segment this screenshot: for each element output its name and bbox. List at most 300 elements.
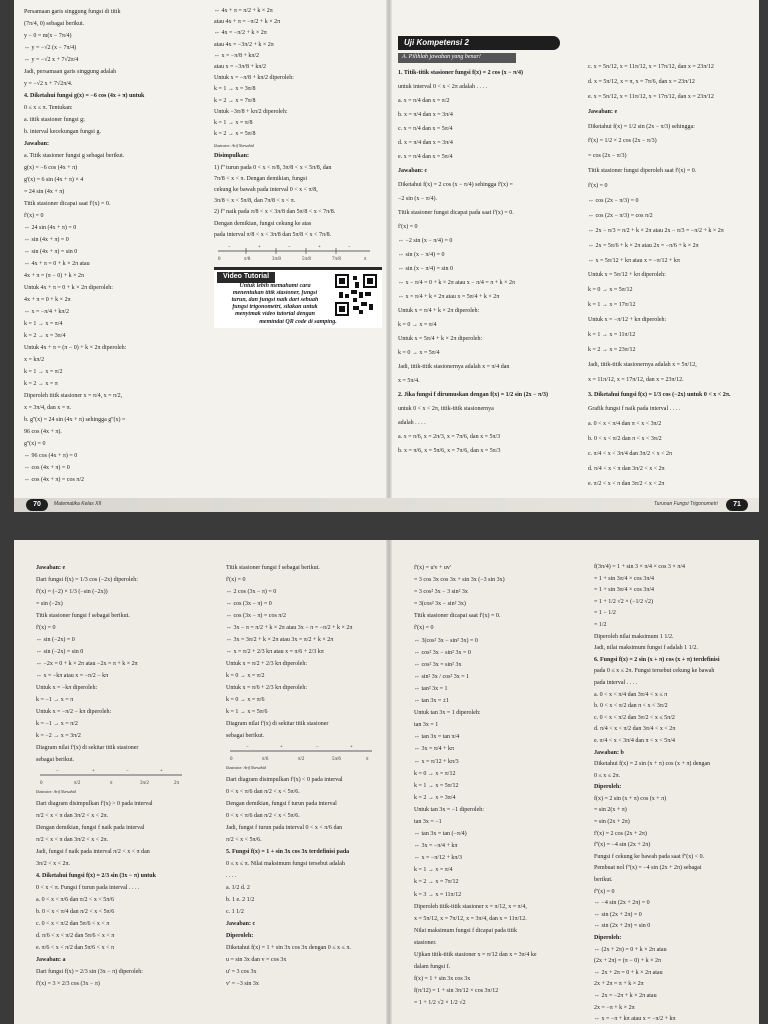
text-line: (2x + 2π) = (π − 0) + k × 2π	[594, 958, 661, 965]
text-line: d. π/6 < x < π/2 dan 5π/6 < x < π	[36, 933, 115, 939]
text-line: k = 0 → x = π/12	[414, 770, 456, 777]
text-line: b. interval kecekungan fungsi g.	[24, 129, 101, 135]
text-line: tan 3x = 1	[414, 722, 439, 729]
text-line: menentukan titik stasioner, fungsi	[232, 289, 318, 296]
svg-text:π/8: π/8	[244, 256, 251, 262]
text-line: k = −1 → x = π	[36, 697, 74, 703]
text-line: (7π/4, 0) sebagai berikut.	[24, 21, 85, 27]
text-line: ⇔ sin (4x + π) = sin 0	[24, 249, 78, 255]
text-line: ⇔ (2x + 2π) = 0 + k × 2π atau	[594, 946, 667, 953]
text-line: ⇔ 2x + 2π = 0 + k × 2π atau	[594, 969, 663, 976]
text-line: g'(x) = 6 sin (4x + π) × 4	[24, 177, 84, 183]
text-line: d. π/4 < x < π/2 dan 3π/4 < x < 2π	[594, 726, 676, 733]
svg-text:−: −	[348, 244, 351, 250]
text-line: Jawaban:	[24, 141, 50, 147]
text-line: Untuk x = 5π/12 + kπ diperoleh:	[588, 272, 666, 279]
text-line: 96 cos (4x + π).	[24, 429, 62, 435]
text-line: Untuk x = π/2 + 2/3 kπ diperoleh:	[226, 661, 307, 667]
top-right-column-1	[398, 6, 580, 458]
text-line: y − 0 = m(x − 7π/4)	[24, 33, 72, 39]
text-line: Untuk tan 3x = 1 diperoleh:	[414, 710, 481, 717]
text-line: k = 2 → x = 23π/12	[588, 346, 636, 353]
svg-text:π: π	[366, 757, 369, 762]
text-line: ⇔ cos (2x − π/3) = 0	[588, 198, 639, 205]
svg-text:3π/8: 3π/8	[272, 256, 281, 262]
text-line: f'(x) = 0	[398, 223, 418, 230]
video-tutorial-title: Video Tutorial	[217, 272, 275, 283]
concavity-diagram	[214, 241, 374, 263]
text-line: = 1 + 1/2 √2 × 1/2 √2	[414, 1000, 466, 1007]
text-line: k = 2 → x = 7π/8	[214, 97, 256, 104]
text-line: k = 0 → x = π/4	[398, 321, 437, 328]
text-line: menyimak video tutorial dengan	[235, 311, 315, 318]
text-line: Untuk x = π/4 + k × 2π diperoleh:	[398, 307, 480, 314]
text-line: = 1/2	[594, 621, 607, 628]
text-line: x = 5π/12, x = 7π/12, x = 3π/4, dan x = 11π/12.	[414, 915, 527, 922]
text-line: 2) f'' naik pada π/8 < x < 3π/8 dan 5π/8 < x < 7π/8.	[214, 209, 336, 216]
text-line: Ujikan titik-titik stasioner x = π/12 dan x = 3π/4 ke	[414, 952, 537, 958]
text-line: f'(x) = 0	[24, 213, 44, 219]
text-line: 0 < x < π. Fungsi f turun pada interval . . . .	[36, 885, 140, 891]
derivative-sign-diagram-2	[226, 742, 376, 762]
text-line: k = 1 → x = 5π/12	[414, 782, 459, 789]
text-line: Titik stasioner fungsi diperoleh saat f'(x) = 0.	[588, 168, 697, 175]
text-line: 3. Diketahui fungsi f(x) = 1/3 cos (−2x) untuk 0 < x < 2π.	[588, 391, 731, 398]
text-line: ⇔ 3x = 3π/2 + k × 2π atau 3x = π/2 + k × 2π	[226, 637, 334, 643]
svg-text:+: +	[92, 769, 95, 774]
text-line: Untuk 4x + π = 0 + k × 2π diperoleh:	[24, 285, 113, 291]
text-line: ⇔ 24 sin (4x + π) = 0	[24, 225, 77, 231]
text-line: 3π/8 < x < 5π/8, dan 7π/8 < x < π.	[214, 198, 296, 205]
text-line: ⇔ x = −kπ atau x = −π/2 − kπ	[36, 673, 109, 679]
bottom-col2-text-a	[226, 562, 382, 742]
text-line: ⇔ tan 3x = tan (−π/4)	[414, 831, 467, 838]
text-line: Persamaan garis singgung fungsi di titik	[24, 9, 121, 15]
text-line: Ilustrator: Arif Nursahid	[226, 765, 266, 770]
text-line: Jawaban: c	[226, 921, 256, 927]
text-line: 1. Titik-titik stasioner fungsi f(x) = 2 cos (x − π/4)	[398, 69, 523, 76]
text-line: = 3 cos 3x cos 3x + sin 3x (−3 sin 3x)	[414, 577, 505, 584]
text-line: 0 ≤ x ≤ π. Nilai maksimum fungsi tersebut adalah	[226, 861, 345, 867]
text-line: k = 1 → x = 17π/12	[588, 302, 636, 309]
text-line: Diagram nilai f'(x) di sekitar titik stasioner	[36, 745, 139, 751]
text-line: Dengan demikian, fungsi f turun pada interval	[226, 801, 337, 807]
text-line: b. 1 e. 2 1/2	[226, 897, 255, 903]
text-line: Dari diagram disimpulkan f'(x) > 0 pada interval	[36, 801, 153, 807]
text-line: ⇔ 4x + π = 0 + k × 2π atau	[24, 261, 90, 267]
top-footer	[14, 498, 759, 512]
text-line: x = 5π/4.	[398, 377, 420, 384]
text-line: f(3π/4) = 1 + sin 3 × π/4 × cos 3 × π/4	[594, 564, 686, 570]
text-line: Pembuat nol f''(x) = −4 sin (2x + 2π) sebagai	[594, 865, 702, 872]
text-line: k = 2 → x = 7π/12	[414, 879, 459, 886]
text-line: 4. Diketahui fungsi f(x) = 2/3 sin (3x − π) untuk	[36, 873, 156, 879]
top-left-column-1	[24, 6, 206, 486]
text-line: k = 3 → x = 11π/12	[414, 891, 462, 898]
text-line: Diketahui f(x) = 2 sin (x + π) cos (x + π) dengan	[594, 761, 711, 768]
text-line: 0 ≤ x ≤ 2π.	[594, 772, 621, 779]
text-line: = 1 + sin 3π/4 × cos 3π/4	[594, 587, 655, 594]
text-line: ⇔ x = π/12 + kπ/3	[414, 758, 459, 765]
text-line: ⇔ sin (x − π/4) = sin 0	[398, 265, 453, 272]
text-line: Dari fungsi f(x) = 2/3 sin (3x − π) diperoleh:	[36, 969, 143, 975]
text-line: ⇔ cos² 3x − sin² 3x = 0	[414, 649, 471, 656]
bottom-right-column-1	[414, 562, 584, 1009]
text-line: Jawaban: e	[588, 108, 618, 115]
text-line: 5. Fungsi f(x) = 1 + sin 3x cos 3x terdefinisi pada	[226, 849, 350, 855]
text-line: Untuk x = −π/2 − kπ diperoleh:	[36, 709, 112, 715]
text-line: Jadi, titik-titik stasionernya adalah x = 5π/12,	[588, 361, 697, 368]
text-line: u' = 3 cos 3x	[226, 969, 257, 975]
text-line: Dengan demikian, fungsi cekung ke atas	[214, 220, 312, 227]
text-line: Untuk lebih memahami cara	[239, 282, 311, 289]
text-line: 4. Diketahui fungsi g(x) = −6 cos (4x + π) untuk	[24, 93, 145, 99]
text-line: a. 0 < x < π/4 dan 3π/4 < x ≤ π	[594, 691, 668, 698]
text-line: b. 0 < x < π/4 dan π/2 < x < 5π/6	[36, 909, 115, 915]
video-tutorial-box	[214, 267, 382, 328]
text-line: Jawaban: e	[36, 565, 66, 571]
text-line: Dari diagram disimpulkan f'(x) < 0 pada interval	[226, 777, 343, 783]
text-line: Untuk 4x + π = (π − 0) + k × 2π diperoleh:	[24, 345, 127, 351]
text-line: = sin (−2x)	[36, 601, 63, 607]
text-line: untuk interval 0 < x < 2π adalah . . . .	[398, 83, 487, 90]
svg-text:0: 0	[230, 757, 233, 762]
text-line: k = −2 → x = 3π/2	[36, 733, 81, 739]
text-line: ⇔ sin (−2x) = sin 0	[36, 649, 84, 655]
text-line: d. x = 5π/12, x = π, x = 7π/6, dan x = 23π/12	[588, 78, 695, 85]
text-line: k = 1 → x = π/4	[24, 321, 63, 327]
text-line: turun, dan fungsi naik dari sebuah	[231, 297, 319, 304]
text-line: π/2 < x < π dan 3π/2 < x < 2π.	[36, 837, 109, 843]
text-line: e. π/2 < x < π dan 3π/2 < x < 2π	[588, 480, 665, 487]
text-line: f(π/12) = 1 + sin 3π/12 × cos 3π/12	[414, 988, 499, 995]
text-line: f(x) = 1 + sin 3x cos 3x	[414, 976, 471, 983]
svg-text:−: −	[316, 745, 319, 750]
text-line: ⇔ sin (2x + 2π) = 0	[594, 911, 642, 918]
text-line: Diperoleh titik-titik stasioner x = π/12, x = π/4,	[414, 903, 527, 910]
text-line: Diperoleh:	[594, 935, 622, 941]
text-line: tan 3x = −1	[414, 818, 442, 825]
text-line: Nilai maksimum fungsi f dicapai pada titik	[414, 927, 517, 934]
text-line: g(x) = −6 cos (4x + π)	[24, 165, 78, 171]
text-line: Titik stasioner dicapai saat f'(x) = 0.	[414, 613, 501, 620]
svg-text:−: −	[246, 745, 249, 750]
page-number-left: 70	[26, 499, 48, 511]
text-line: Untuk −3π/8 + kπ/2 diperoleh:	[214, 108, 288, 115]
text-line: Jawaban: a	[36, 957, 66, 963]
text-line: adalah . . . .	[398, 419, 426, 426]
svg-text:+: +	[160, 769, 163, 774]
text-line: ⇔ cos (2x − π/3) = cos π/2	[588, 212, 653, 219]
text-line: stasioner.	[414, 939, 437, 946]
text-line: Untuk x = −kπ diperoleh:	[36, 685, 98, 691]
text-line: ⇔ x = −π/12 + kπ/3	[414, 855, 463, 862]
text-line: x = kπ/2	[24, 357, 45, 363]
text-line: ⇔ tan 3x = ±1	[414, 698, 450, 705]
svg-text:π/6: π/6	[262, 757, 269, 762]
text-line: ⇔ sin² 3x / cos² 3x = 1	[414, 673, 470, 680]
text-line: Untuk x = π/6 + 2/3 kπ diperoleh:	[226, 685, 307, 691]
text-line: a. Titik stasioner fungsi g sebagai berikut.	[24, 153, 125, 159]
text-line: = 1 + sin 3π/4 × cos 3π/4	[594, 575, 655, 582]
text-line: 0 < x < π/6 dan π/2 < x < 5π/6.	[226, 813, 300, 819]
text-line: ⇔ sin (2x + 2π) = sin 0	[594, 923, 651, 930]
text-line: f(x) = 2 sin (x + π) cos (x + π)	[594, 795, 667, 802]
svg-text:−: −	[288, 244, 291, 250]
text-line: b. 0 < x < π/2 dan π < x < 3π/2	[594, 703, 668, 710]
svg-text:+: +	[280, 745, 283, 750]
text-line: b. x = π/4 dan x = 3π/4	[398, 111, 453, 118]
text-line: ⇔ cos (4x + π) = cos π/2	[24, 477, 84, 483]
text-line: ⇔ x − π/4 = 0 + k × 2π atau x − π/4 = π + k × 2π	[398, 279, 516, 286]
text-line: ⇔ sin (x − π/4) = 0	[398, 251, 445, 258]
text-line: ⇔ y = −√2 x + 7√2π/4	[24, 57, 79, 63]
text-line: ⇔ tan² 3x = 1	[414, 685, 448, 692]
text-line: pada interval π/8 < x < 3π/8 dan 5π/8 < x < 7π/8.	[214, 231, 332, 238]
text-line: x = 11π/12, x = 17π/12, dan x = 23π/12.	[588, 376, 684, 383]
text-line: = 24 sin (4x + π)	[24, 189, 65, 195]
text-line: Untuk x = 5π/4 + k × 2π diperoleh:	[398, 335, 483, 342]
bottom-right-column-2	[594, 562, 754, 1024]
page-fold	[386, 540, 392, 1024]
text-line: Diketahui f(x) = 1/2 sin (2x − π/3) sehingga:	[588, 123, 695, 130]
text-line: 1) f'' turun pada 0 < x < π/8, 3π/8 < x < 5π/8, dan	[214, 164, 332, 171]
text-line: dalam fungsi f.	[414, 964, 451, 971]
text-line: e. x = π/4 dan x = 5π/4	[398, 153, 453, 160]
text-line: ⇔ 3x = −π/4 + kπ	[414, 843, 458, 850]
top-right-column-2	[588, 60, 754, 492]
text-line: k = 1 → x = 5π/6	[226, 709, 268, 715]
text-line: k = 1 → x = 11π/12	[588, 332, 636, 339]
text-line: ⇔ 4x = −π/2 + k × 2π	[214, 30, 267, 37]
text-line: pada interval . . . .	[594, 679, 638, 686]
text-line: k = 2 → x = π	[24, 381, 58, 387]
text-line: f''(x) = −4 sin (2x + 2π)	[594, 842, 651, 849]
text-line: f'(x) = 2 cos (2x + 2π)	[594, 830, 647, 837]
text-line: ⇔ cos (3x − π) = cos π/2	[226, 613, 286, 619]
text-line: k = 2 → x = 3π/4	[24, 333, 66, 339]
text-line: π/2 < x < 5π/6.	[226, 837, 262, 843]
text-line: 6. Fungsi f(x) = 2 sin (x + π) cos (x + π) terdefinisi	[594, 656, 720, 663]
text-line: u = sin 3x dan v = cos 3x	[226, 957, 287, 963]
uji-kompetensi-header: Uji Kompetensi 2	[398, 36, 560, 50]
svg-text:7π/8: 7π/8	[332, 256, 341, 262]
text-line: berikut.	[594, 877, 613, 884]
text-line: ⇔ x = π/4 + k × 2π atau x = 5π/4 + k × 2π	[398, 293, 500, 300]
text-line: 2. Jika fungsi f dirumuskan dengan f(x) = 1/2 sin (2x − π/3)	[398, 391, 548, 398]
svg-text:π/2: π/2	[74, 781, 81, 786]
top-book-spread	[14, 0, 759, 512]
text-line: Grafik fungsi f naik pada interval . . . .	[588, 406, 681, 413]
bottom-left-column-1	[36, 562, 204, 990]
text-line: 0 ≤ x ≤ π. Tentukan:	[24, 105, 73, 111]
text-line: f'(x) = 1/2 × 2 cos (2x − π/3)	[588, 138, 657, 145]
text-line: ⇔ 2x = 5π/6 + k × 2π atau 2x = −π/6 + k × 2π	[588, 242, 699, 249]
bottom-left-column-2	[226, 562, 382, 990]
text-line: 7π/8 < x < π. Dengan demikian, fungsi	[214, 175, 307, 182]
text-line: 0 < x < π/6 dan π/2 < x < 5π/6.	[226, 789, 300, 795]
text-line: Diperoleh titik stasioner x = π/4, x = π/2,	[24, 393, 123, 399]
text-line: Titik stasioner fungsi dicapai pada saat f'(x) = 0.	[398, 209, 514, 216]
text-line: = 3(cos² 3x − sin² 3x)	[414, 601, 466, 608]
text-line: d. x = π/4 dan x = 3π/4	[398, 139, 453, 146]
text-line: x = 3π/4, dan x = π.	[24, 405, 72, 411]
text-line: ⇔ tan 3x = tan π/4	[414, 734, 460, 741]
svg-text:+: +	[258, 244, 261, 250]
svg-text:−: −	[126, 769, 129, 774]
text-line: Jadi, fungsi f naik pada interval π/2 < x < π dan	[36, 849, 150, 855]
text-line: Jawaban: b	[594, 749, 624, 756]
text-line: ⇔ −2x = 0 + k × 2π atau −2x = π + k × 2π	[36, 661, 138, 667]
text-line: ⇔ 2x − π/3 = π/2 + k × 2π atau 2x − π/3 = −π/2 + k × 2π	[588, 227, 724, 234]
text-line: Disimpulkan:	[214, 153, 250, 160]
text-line: ⇔ 2 cos (3x − π) = 0	[226, 589, 277, 595]
text-line: k = 1 → x = π/4	[414, 867, 453, 874]
text-line: Ilustrator: Arif Nursahid	[36, 789, 76, 794]
text-line: a. 1/2 d. 2	[226, 885, 250, 891]
text-line: y = −√2 x + 7√2π/4.	[24, 81, 73, 87]
text-line: f'(x) = 0	[226, 577, 246, 583]
text-line: = sin 2(x + π)	[594, 807, 627, 814]
svg-text:π: π	[364, 256, 367, 262]
text-line: f'(x) = 0	[414, 625, 434, 632]
text-line: ⇔ 3(cos² 3x − sin² 3x) = 0	[414, 637, 478, 644]
text-line: = sin (2x + 2π)	[594, 819, 630, 826]
top-col2-text	[214, 6, 382, 241]
text-line: k = 1 → x = π/2	[24, 369, 63, 375]
text-line: c. 0 < x < π/2 dan 5π/6 < x < π	[36, 921, 110, 927]
text-line: Jadi, titik-titik stasionernya adalah x = π/4 dan	[398, 363, 510, 370]
text-line: ⇔ 4x + π = π/2 + k × 2π	[214, 8, 273, 14]
text-line: memindai QR code di samping.	[259, 318, 337, 325]
text-line: atau 4x = −3π/2 + k × 2π	[214, 41, 274, 48]
svg-text:π/2: π/2	[298, 757, 305, 762]
text-line: ⇔ −4 sin (2x + 2π) = 0	[594, 900, 650, 907]
text-line: . . . .	[226, 873, 237, 879]
text-line: ⇔ cos² 3x = sin² 3x	[414, 661, 462, 668]
svg-text:−: −	[228, 244, 231, 250]
text-line: a. 0 < x < π/4 dan π < x < 3π/2	[588, 421, 662, 428]
footer-left-title: Matematika Kelas XII	[54, 501, 102, 507]
text-line: Titik stasioner fungsi f sebagai berikut.	[226, 565, 320, 571]
text-line: d. π/4 < x < π dan 3π/2 < x < 2π	[588, 466, 665, 473]
text-line: Untuk tan 3x = −1 diperoleh:	[414, 806, 484, 813]
page-fold	[386, 0, 392, 512]
text-line: = 3 cos² 3x − 3 sin² 3x	[414, 589, 468, 596]
text-line: b. g''(x) = 24 sin (4x + π) sehingga g''(x) =	[24, 417, 126, 423]
text-line: c. x = π/4 dan x = 5π/4	[398, 125, 453, 132]
svg-text:+: +	[350, 745, 353, 750]
text-line: ⇔ x = −π/8 + kπ/2	[214, 52, 260, 59]
bottom-book-spread	[14, 540, 759, 1024]
text-line: f'(x) = 0	[36, 625, 56, 631]
text-line: 2x = −π + k × 2π	[594, 1004, 635, 1011]
text-line: Untuk x = −π/8 + kπ/2 diperoleh:	[214, 75, 294, 82]
text-line: c. 1 1/2	[226, 909, 244, 915]
svg-text:5π/8: 5π/8	[302, 256, 311, 262]
text-line: e. π/4 < x < 3π/4 dan π < x < 5π/4	[594, 737, 675, 744]
svg-text:5π/6: 5π/6	[332, 757, 341, 762]
text-line: ⇔ x = π/2 + 2/3 kπ atau x = π/6 + 2/3 kπ	[226, 649, 324, 655]
text-line: k = 1 → x = π/8	[214, 119, 253, 126]
top-left-column-2	[214, 6, 382, 328]
text-line: cekung ke bawah pada interval 0 < x < π/8,	[214, 187, 318, 193]
text-line: ⇔ −2 sin (x − π/4) = 0	[398, 237, 453, 244]
text-line: f'(x) = 0	[588, 183, 608, 190]
text-line: = 1 − 1/2	[594, 610, 616, 617]
text-line: f''(x) = 0	[594, 888, 615, 895]
text-line: Dengan demikian, fungsi f naik pada interval	[36, 825, 145, 831]
text-line: fungsi trigonometri, silakan untuk	[232, 304, 318, 311]
text-line: k = 1 → x = 3π/8	[214, 86, 256, 93]
svg-text:+: +	[318, 244, 321, 250]
text-line: untuk 0 < x < 2π, titik-titik stasionernya	[398, 405, 494, 412]
bottom-col2-text-b	[226, 762, 382, 990]
text-line: Jadi, nilai maksimum fungsi f adalah 1 1/2.	[594, 645, 698, 652]
text-line: 4x + π = (π − 0) + k × 2π	[24, 273, 85, 279]
text-line: 3π/2 < x < 2π.	[36, 861, 70, 867]
text-line: pada 0 ≤ x ≤ 2π. Fungsi tersebut cekung ke bawah	[594, 668, 715, 675]
text-line: ⇔ sin (−2x) = 0	[36, 637, 75, 643]
text-line: ⇔ 3x − π = π/2 + k × 2π atau 3x − π = −π/2 + k × 2π	[226, 625, 353, 631]
text-line: atau 4x + π = −π/2 + k × 2π	[214, 19, 281, 26]
text-line: f'(x) = u'v + uv'	[414, 565, 452, 571]
footer-right-title: Turunan Fungsi Trigonometri	[654, 501, 718, 507]
text-line: 2x + 2π = π + k × 2π	[594, 981, 644, 988]
text-line: sebagai berikut.	[226, 733, 264, 739]
text-line: g''(x) = 0	[24, 441, 46, 447]
text-line: Titik stasioner dicapai saat f'(x) = 0.	[24, 201, 111, 207]
text-line: b. x = π/6, x = 5π/6, x = 7π/6, dan x = 5π/3	[398, 447, 501, 454]
text-line: ⇔ 3x = π/4 + kπ	[414, 746, 454, 753]
page-number-right: 71	[726, 499, 748, 511]
text-line: Diketahui f(x) = 2 cos (x − π/4) sehingga f'(x) =	[398, 181, 513, 188]
text-line: = 1 + 1/2 √2 × (−1/2 √2)	[594, 598, 653, 605]
text-line: k = −1 → x = π/2	[36, 721, 78, 727]
text-line: Diperoleh:	[594, 784, 622, 791]
text-line: k = 0 → x = 5π/12	[588, 287, 633, 294]
text-line: sebagai berikut.	[36, 757, 74, 763]
svg-text:2π: 2π	[174, 781, 180, 786]
text-line: a. titik stasioner fungsi g;	[24, 117, 85, 123]
svg-text:π: π	[110, 781, 113, 786]
text-line: a. 0 < x < π/6 dan π/2 < x < 5π/6	[36, 897, 114, 903]
text-line: Diketahui f(x) = 1 + sin 3x cos 3x dengan 0 ≤ x ≤ π.	[226, 945, 351, 951]
text-line: Dari fungsi f(x) = 1/3 cos (−2x) diperoleh:	[36, 577, 138, 583]
top-col3-text	[398, 66, 580, 458]
text-line: a. x = π/4 dan x = π/2	[398, 97, 450, 104]
text-line: ⇔ x = −π/4 + kπ/2	[24, 309, 70, 315]
text-line: k = 0 → x = 5π/4	[398, 349, 440, 356]
text-line: f'(x) = (−2) × 1/3 (−sin (−2x))	[36, 589, 108, 595]
text-line: 4x + π = 0 + k × 2π	[24, 297, 71, 303]
text-line: −2 sin (x − π/4).	[398, 195, 437, 202]
text-line: Diperoleh nilai maksimum 1 1/2.	[594, 633, 674, 640]
bottom-col1-text-a	[36, 562, 204, 766]
text-line: ⇔ 96 cos (4x + π) = 0	[24, 453, 78, 459]
text-line: a. x = π/6, x = 2π/3, x = 7π/6, dan x = 5π/3	[398, 433, 501, 440]
text-line: f'(x) = 3 × 2/3 cos (3x − π)	[36, 981, 100, 987]
text-line: ⇔ cos (4x + π) = 0	[24, 465, 70, 471]
text-line: Jadi, fungsi f turun pada interval 0 < x < π/6 dan	[226, 825, 343, 831]
text-line: e. x = 5π/12, x = 11π/12, x = 17π/12, dan x = 23π/12	[588, 93, 714, 100]
text-line: Ilustrator: Arif Nursahid	[214, 143, 254, 149]
svg-text:0: 0	[40, 781, 43, 786]
text-line: Fungsi f cekung ke bawah pada saat f''(x) < 0.	[594, 853, 705, 860]
qr-code-icon[interactable]	[335, 274, 377, 316]
text-line: k = 2 → x = 5π/8	[214, 131, 256, 138]
text-line: c. π/4 < x < 3π/4 dan 3π/2 < x < 2π	[588, 451, 672, 458]
